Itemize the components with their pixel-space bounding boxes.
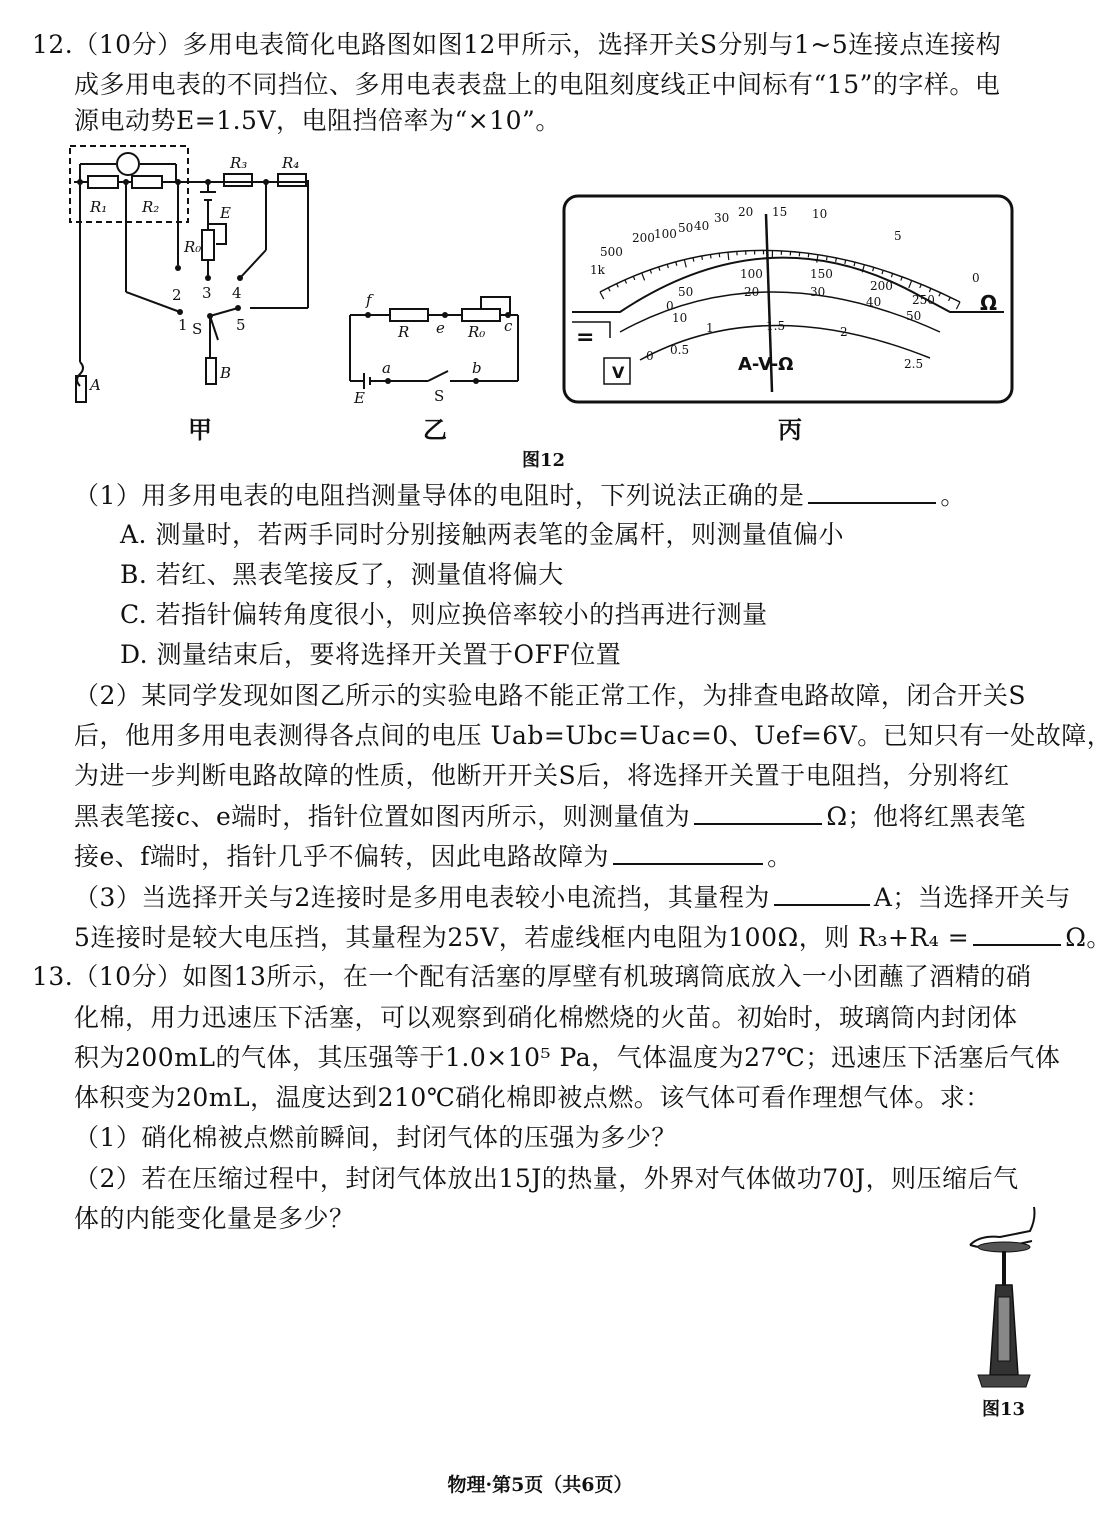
scale-tick <box>650 270 651 274</box>
mid-b-10: 10 <box>672 311 688 325</box>
scale-tick <box>882 270 883 274</box>
scale-tick <box>600 292 604 299</box>
label-r4: R₄ <box>282 154 300 172</box>
mid-a-250: 250 <box>912 293 935 307</box>
scale-tick <box>854 262 855 266</box>
label-r2: R₂ <box>142 198 160 216</box>
mid-a-150: 150 <box>810 267 833 281</box>
circuit-jia-diagram <box>60 140 330 420</box>
scale-tick <box>659 267 660 271</box>
page-footer: 物理·第5页（共6页） <box>447 1474 633 1496</box>
omega-tick-40: 40 <box>694 219 710 233</box>
q12-p3-line-2: 5连接时是较大电压挡，其量程为25V，若虚线框内电阻为100Ω，则 R₃+R₄ = Ω。 <box>74 920 1112 955</box>
label-node-5: 5 <box>236 316 246 334</box>
label-s-yi: S <box>434 387 445 405</box>
galvanometer-icon <box>117 153 139 175</box>
scale-tick <box>901 277 902 281</box>
q13-line-1: 13.（10分）如图13所示，在一个配有活塞的厚壁有机玻璃筒底放入一小团蘸了酒精的硝 <box>32 962 1032 991</box>
low-0: 0 <box>646 349 654 363</box>
scale-tick <box>625 280 627 284</box>
scale-tick <box>633 276 635 280</box>
scale-tick <box>728 252 729 260</box>
scale-tick <box>920 284 922 288</box>
label-b-point: b <box>472 359 482 377</box>
label-b: B <box>220 364 232 382</box>
mid-b-20: 20 <box>744 285 760 299</box>
omega-tick-50: 50 <box>678 221 694 235</box>
resistor-r <box>390 309 428 321</box>
label-r0: R₀ <box>184 238 202 256</box>
scale-tick <box>949 297 951 301</box>
label-node-4: 4 <box>232 284 242 302</box>
label-e-point: e <box>436 319 445 337</box>
q12-p2-line-3: 为进一步判断电路故障的性质，他断开开关S后，将选择开关置于电阻挡，分别将红 <box>74 761 1010 790</box>
answer-blank-resistance[interactable] <box>694 799 822 825</box>
label-f: f <box>366 291 372 309</box>
scale-tick <box>608 288 610 292</box>
omega-tick-30: 30 <box>714 211 730 225</box>
label-node-1: 1 <box>178 316 188 334</box>
resistor-r2 <box>132 176 162 188</box>
label-r0-yi: R₀ <box>468 323 486 341</box>
resistor-r3 <box>224 174 252 186</box>
scale-tick <box>891 273 892 277</box>
resistor-r1 <box>88 176 118 188</box>
scale-tick <box>719 253 720 257</box>
q12-line-2: 成多用电表的不同挡位、多用电表表盘上的电阻刻度线正中间标有“15”的字样。电 <box>74 70 1001 99</box>
mid-b-30: 30 <box>810 285 826 299</box>
low-0-5: 0.5 <box>670 343 690 357</box>
scale-tick <box>817 255 818 263</box>
omega-tick-500: 500 <box>600 245 623 259</box>
fig13-caption: 图13 <box>982 1399 1026 1420</box>
q12-line-1: 12.（10分）多用电表简化电路图如图12甲所示，选择开关S分别与1~5连接点连接构 <box>32 30 1002 59</box>
omega-unit: Ω <box>980 291 998 315</box>
scale-tick <box>956 302 960 309</box>
q12-p2-line-4: 黑表笔接c、e端时，指针位置如图丙所示，则测量值为 Ω；他将红黑表笔 <box>74 799 1026 834</box>
q12-option-b: B. 若红、黑表笔接反了，测量值将偏大 <box>120 560 564 589</box>
scale-tick <box>702 256 703 260</box>
q13-part-1: （1）硝化棉被点燃前瞬间，封闭气体的压强为多少？ <box>74 1123 677 1152</box>
label-r: R <box>398 323 410 341</box>
q12-line-3: 源电动势E=1.5V，电阻挡倍率为“×10”。 <box>74 106 561 135</box>
mid-a-100: 100 <box>740 267 763 281</box>
low-1: 1 <box>706 321 714 335</box>
label-switch-s: S <box>192 320 203 338</box>
low-2-5: 2.5 <box>904 357 924 371</box>
label-r1: R₁ <box>90 198 108 216</box>
scale-tick <box>667 264 668 268</box>
low-1-5: 1.5 <box>766 319 786 333</box>
label-r3: R₃ <box>230 154 248 172</box>
q13-part-2-line-1: （2）若在压缩过程中，封闭气体放出15J的热量，外界对气体做功70J，则压缩后气 <box>74 1164 1019 1193</box>
mid-a-200: 200 <box>870 279 893 293</box>
scale-tick <box>617 284 619 288</box>
fig12-caption: 图12 <box>522 450 566 471</box>
omega-tick-100: 100 <box>654 227 677 241</box>
omega-tick-0: 0 <box>972 271 980 285</box>
low-2: 2 <box>840 325 848 339</box>
scale-tick <box>909 280 912 287</box>
scale-tick <box>693 258 694 262</box>
fig-yi-label: 乙 <box>423 415 447 444</box>
scale-tick <box>710 254 711 258</box>
dc-symbol: = <box>576 325 595 350</box>
label-node-3: 3 <box>202 284 212 302</box>
scale-tick <box>929 288 931 292</box>
label-c: c <box>504 317 513 335</box>
omega-tick-200: 200 <box>632 231 655 245</box>
omega-tick-5: 5 <box>894 229 902 243</box>
label-e: E <box>220 204 231 222</box>
mid-a-50: 50 <box>678 285 694 299</box>
q13-line-2: 化棉，用力迅速压下活塞，可以观察到硝化棉燃烧的火苗。初始时，玻璃筒内封闭体 <box>74 1003 1018 1032</box>
piston-cylinder-illustration <box>960 1205 1060 1395</box>
ac-symbol: V <box>612 363 625 382</box>
rheostat-r0 <box>462 309 500 321</box>
q12-p2-line-5: 接e、f端时，指针几乎不偏转，因此电路故障为 。 <box>74 839 793 874</box>
meter-face <box>560 192 1020 408</box>
scale-tick <box>939 293 941 297</box>
circuit-yi-diagram <box>340 285 530 410</box>
q13-part-2-line-2: 体的内能变化量是多少？ <box>74 1204 355 1233</box>
resistor-r0 <box>202 230 214 260</box>
q12-p1-stem: （1）用多用电表的电阻挡测量导体的电阻时，下列说法正确的是 。 <box>74 478 966 513</box>
q12-p2-line-1: （2）某同学发现如图乙所示的实验电路不能正常工作，为排查电路故障，闭合开关S <box>74 681 1027 710</box>
mid-b-40: 40 <box>866 295 882 309</box>
q12-option-a: A. 测量时，若两手同时分别接触两表笔的金属杆，则测量值偏小 <box>120 520 844 549</box>
scale-tick <box>836 258 837 262</box>
omega-tick-20: 20 <box>738 205 754 219</box>
q13-line-3: 积为200mL的气体，其压强等于1.0×10⁵ Pa，气体温度为27℃；迅速压下活塞后气体 <box>74 1043 1061 1072</box>
label-a: A <box>90 376 101 394</box>
scale-tick <box>873 267 874 271</box>
answer-blank-fault[interactable] <box>613 839 763 865</box>
label-node-2: 2 <box>172 286 182 304</box>
fig-bing-label: 丙 <box>778 415 802 444</box>
label-e-source: E <box>354 389 365 407</box>
scale-tick <box>642 273 645 280</box>
mid-a-0: 0 <box>666 299 674 313</box>
q12-option-c: C. 若指针偏转角度很小，则应换倍率较小的挡再进行测量 <box>120 600 768 629</box>
scale-tick <box>826 256 827 260</box>
scale-tick <box>684 260 686 268</box>
resistor-r4 <box>278 174 306 186</box>
mid-b-50: 50 <box>906 309 922 323</box>
answer-blank-r3r4[interactable] <box>973 920 1061 946</box>
q12-p3-line-1: （3）当选择开关与2连接时是多用电表较小电流挡，其量程为 A；当选择开关与 <box>74 880 1071 915</box>
hand-icon <box>970 1207 1035 1245</box>
fig-jia-label: 甲 <box>188 415 212 444</box>
answer-blank-p1[interactable] <box>808 478 936 504</box>
q13-line-4: 体积变为20mL，温度达到210℃硝化棉即被点燃。该气体可看作理想气体。求： <box>74 1083 991 1112</box>
omega-tick-10: 10 <box>812 207 828 221</box>
q12-option-d: D. 测量结束后，要将选择开关置于OFF位置 <box>120 640 622 669</box>
omega-tick-15: 15 <box>772 205 788 219</box>
meter-center-label: A-V-Ω <box>738 354 794 375</box>
omega-tick-1k: 1k <box>590 263 605 277</box>
scale-tick <box>808 253 809 257</box>
scale-tick <box>676 262 677 266</box>
q12-p2-line-2: 后，他用多用电表测得各点间的电压 Uab=Ubc=Uac=0、Uef=6V。已知只有一处故障， <box>74 721 1112 750</box>
label-a-point: a <box>382 359 391 377</box>
answer-blank-range[interactable] <box>774 880 870 906</box>
